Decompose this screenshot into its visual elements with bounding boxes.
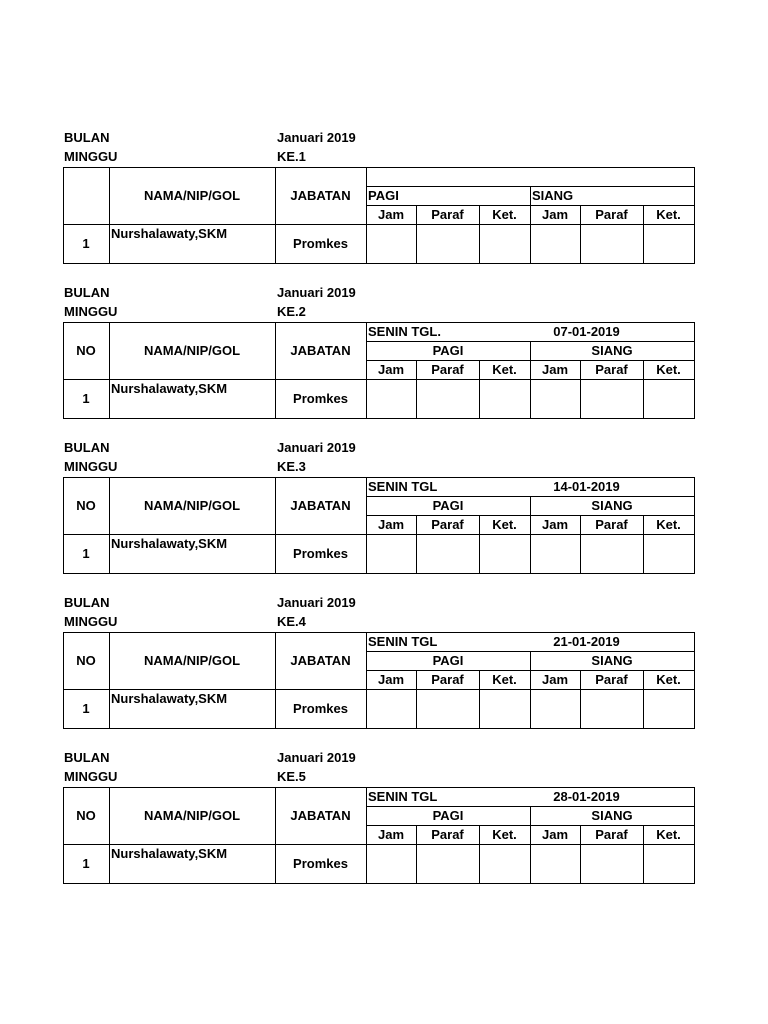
- bulan-label: BULAN: [64, 130, 110, 145]
- signature-cell: [580, 844, 643, 883]
- signature-cell: [366, 224, 416, 263]
- signature-cell: [643, 844, 694, 883]
- grid-line: [63, 418, 695, 419]
- jam-header: Jam: [541, 362, 569, 377]
- ket-header: Ket.: [492, 517, 517, 532]
- bulan-label: BULAN: [64, 595, 110, 610]
- minggu-label: MINGGU: [64, 459, 118, 474]
- bulan-value: Januari 2019: [277, 130, 356, 145]
- no-header: NO: [76, 653, 96, 668]
- grid-line: [63, 728, 695, 729]
- signature-cell: [416, 224, 479, 263]
- ket-header: Ket.: [492, 672, 517, 687]
- grid-line: [63, 263, 695, 264]
- senin-label: [366, 167, 530, 186]
- grid-line: [694, 167, 695, 264]
- signature-cell: [366, 844, 416, 883]
- no-header: NO: [76, 808, 96, 823]
- employee-position: Promkes: [293, 701, 348, 716]
- paraf-header: Paraf: [431, 362, 464, 377]
- signature-cell: [580, 534, 643, 573]
- bulan-label: BULAN: [64, 285, 110, 300]
- signature-cell: [479, 844, 530, 883]
- paraf-header: Paraf: [595, 362, 628, 377]
- ket-header: Ket.: [656, 827, 681, 842]
- signature-cell: [530, 844, 580, 883]
- ket-header: Ket.: [656, 672, 681, 687]
- minggu-label: MINGGU: [64, 149, 118, 164]
- jam-header: Jam: [377, 517, 405, 532]
- siang-header: SIANG: [591, 498, 633, 513]
- minggu-label: MINGGU: [64, 769, 118, 784]
- jabatan-header: JABATAN: [290, 343, 351, 358]
- jam-header: Jam: [377, 672, 405, 687]
- bulan-label: BULAN: [64, 440, 110, 455]
- pagi-header: PAGI: [432, 808, 464, 823]
- ket-header: Ket.: [656, 207, 681, 222]
- employee-position: Promkes: [293, 856, 348, 871]
- senin-date: 07-01-2019: [553, 324, 620, 339]
- grid-line: [63, 883, 695, 884]
- jam-header: Jam: [541, 207, 569, 222]
- signature-cell: [580, 379, 643, 418]
- senin-label: SENIN TGL.: [368, 324, 441, 339]
- signature-cell: [643, 224, 694, 263]
- nama-header: NAMA/NIP/GOL: [143, 188, 241, 203]
- row-number: 1: [82, 701, 90, 716]
- signature-cell: [479, 534, 530, 573]
- senin-date: 21-01-2019: [553, 634, 620, 649]
- signature-cell: [530, 379, 580, 418]
- jam-header: Jam: [377, 827, 405, 842]
- jabatan-header: JABATAN: [290, 808, 351, 823]
- grid-line: [694, 477, 695, 574]
- nama-header: NAMA/NIP/GOL: [143, 808, 241, 823]
- jam-header: Jam: [377, 362, 405, 377]
- grid-line: [694, 632, 695, 729]
- signature-cell: [416, 844, 479, 883]
- signature-cell: [479, 224, 530, 263]
- senin-label: SENIN TGL: [368, 789, 438, 804]
- paraf-header: Paraf: [431, 672, 464, 687]
- minggu-value: KE.4: [277, 614, 306, 629]
- siang-header: SIANG: [591, 343, 633, 358]
- nama-header: NAMA/NIP/GOL: [143, 653, 241, 668]
- jabatan-header: JABATAN: [290, 653, 351, 668]
- signature-cell: [366, 534, 416, 573]
- signature-cell: [530, 224, 580, 263]
- employee-name: Nurshalawaty,SKM: [111, 226, 228, 241]
- bulan-value: Januari 2019: [277, 285, 356, 300]
- ket-header: Ket.: [656, 517, 681, 532]
- senin-label: SENIN TGL: [368, 479, 438, 494]
- signature-cell: [479, 379, 530, 418]
- bulan-value: Januari 2019: [277, 595, 356, 610]
- siang-header: SIANG: [591, 653, 633, 668]
- employee-name: Nurshalawaty,SKM: [111, 691, 228, 706]
- paraf-header: Paraf: [595, 517, 628, 532]
- paraf-header: Paraf: [431, 827, 464, 842]
- ket-header: Ket.: [492, 207, 517, 222]
- ket-header: Ket.: [656, 362, 681, 377]
- no-header: [63, 167, 109, 224]
- signature-cell: [580, 689, 643, 728]
- minggu-value: KE.5: [277, 769, 306, 784]
- signature-cell: [530, 534, 580, 573]
- signature-cell: [530, 689, 580, 728]
- siang-header: SIANG: [532, 188, 574, 203]
- minggu-label: MINGGU: [64, 614, 118, 629]
- ket-header: Ket.: [492, 827, 517, 842]
- jam-header: Jam: [541, 827, 569, 842]
- pagi-header: PAGI: [432, 343, 464, 358]
- minggu-value: KE.3: [277, 459, 306, 474]
- no-header: NO: [76, 343, 96, 358]
- pagi-header: PAGI: [368, 188, 399, 203]
- employee-position: Promkes: [293, 236, 348, 251]
- senin-date: 28-01-2019: [553, 789, 620, 804]
- row-number: 1: [82, 391, 90, 406]
- jabatan-header: JABATAN: [290, 498, 351, 513]
- no-header: NO: [76, 498, 96, 513]
- pagi-header: PAGI: [432, 653, 464, 668]
- minggu-value: KE.1: [277, 149, 306, 164]
- paraf-header: Paraf: [595, 672, 628, 687]
- minggu-label: MINGGU: [64, 304, 118, 319]
- signature-cell: [479, 689, 530, 728]
- employee-name: Nurshalawaty,SKM: [111, 846, 228, 861]
- jabatan-header: JABATAN: [290, 188, 351, 203]
- senin-label: SENIN TGL: [368, 634, 438, 649]
- signature-cell: [416, 379, 479, 418]
- senin-date: [530, 167, 643, 186]
- signature-cell: [416, 689, 479, 728]
- employee-position: Promkes: [293, 546, 348, 561]
- row-number: 1: [82, 546, 90, 561]
- signature-cell: [643, 379, 694, 418]
- row-number: 1: [82, 236, 90, 251]
- employee-position: Promkes: [293, 391, 348, 406]
- bulan-label: BULAN: [64, 750, 110, 765]
- row-number: 1: [82, 856, 90, 871]
- ket-header: Ket.: [492, 362, 517, 377]
- pagi-header: PAGI: [432, 498, 464, 513]
- signature-cell: [366, 379, 416, 418]
- grid-line: [694, 322, 695, 419]
- signature-cell: [580, 224, 643, 263]
- jam-header: Jam: [377, 207, 405, 222]
- paraf-header: Paraf: [431, 517, 464, 532]
- jam-header: Jam: [541, 517, 569, 532]
- siang-header: SIANG: [591, 808, 633, 823]
- senin-date: 14-01-2019: [553, 479, 620, 494]
- signature-cell: [643, 689, 694, 728]
- grid-line: [63, 573, 695, 574]
- grid-line: [694, 787, 695, 884]
- signature-cell: [643, 534, 694, 573]
- signature-cell: [416, 534, 479, 573]
- paraf-header: Paraf: [595, 827, 628, 842]
- employee-name: Nurshalawaty,SKM: [111, 381, 228, 396]
- bulan-value: Januari 2019: [277, 750, 356, 765]
- employee-name: Nurshalawaty,SKM: [111, 536, 228, 551]
- paraf-header: Paraf: [431, 207, 464, 222]
- bulan-value: Januari 2019: [277, 440, 356, 455]
- minggu-value: KE.2: [277, 304, 306, 319]
- jam-header: Jam: [541, 672, 569, 687]
- nama-header: NAMA/NIP/GOL: [143, 343, 241, 358]
- nama-header: NAMA/NIP/GOL: [143, 498, 241, 513]
- signature-cell: [366, 689, 416, 728]
- paraf-header: Paraf: [595, 207, 628, 222]
